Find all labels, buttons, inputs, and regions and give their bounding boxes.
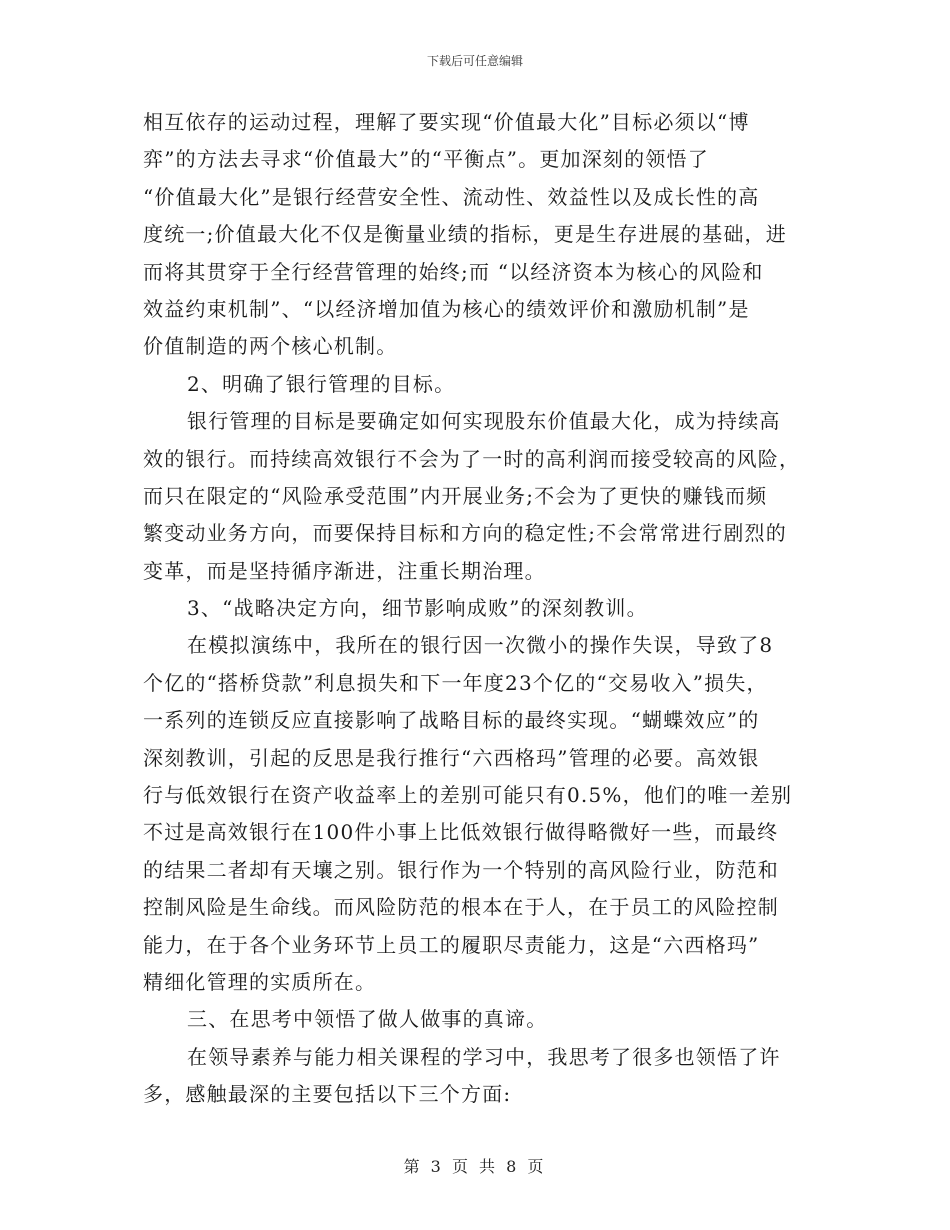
- body-line: 个亿的“搭桥贷款”利息损失和下一年度23个亿的“交易收入”损失，: [143, 670, 768, 695]
- body-line: 效益约束机制”、“以经济增加值为核心的绩效评价和激励机制”是: [143, 296, 750, 321]
- body-line: 多，感触最深的主要包括以下三个方面:: [143, 1082, 512, 1107]
- body-line: 而将其贯穿于全行经营管理的始终;而 “以经济资本为核心的风险和: [143, 259, 764, 284]
- section-heading: 2、明确了银行管理的目标。: [187, 371, 456, 396]
- body-line: 弈”的方法去寻求“价值最大”的“平衡点”。更加深刻的领悟了: [143, 147, 709, 172]
- body-line: 繁变动业务方向，而要保持目标和方向的稳定性;不会常常进行剧烈的: [143, 521, 787, 546]
- page-header: 下载后可任意编辑: [426, 54, 523, 68]
- body-line: 价值制造的两个核心机制。: [143, 334, 398, 359]
- body-line: “价值最大化”是银行经营安全性、流动性、效益性以及成长性的高: [143, 184, 760, 209]
- body-line: 不过是高效银行在100件小事上比低效银行做得略微好一些，而最终: [143, 820, 779, 845]
- body-line: 相互依存的运动过程，理解了要实现“价值最大化”目标必须以“博: [143, 110, 750, 134]
- body-line: 效的银行。而持续高效银行不会为了一时的高利润而接受较高的风险，: [143, 446, 801, 471]
- body-line: 控制风险是生命线。而风险防范的根本在于人，在于员工的风险控制: [143, 895, 779, 920]
- body-line: 行与低效银行在资产收益率上的差别可能只有0.5%，他们的唯一差别: [143, 783, 793, 808]
- body-line: 的结果二者却有天壤之别。银行作为一个特别的高风险行业，防范和: [143, 857, 779, 882]
- body-line: 而只在限定的“风险承受范围”内开展业务;不会为了更快的赚钱而频: [143, 483, 768, 508]
- section-heading: 三、在思考中领悟了做人做事的真谛。: [187, 1007, 548, 1032]
- body-line: 一系列的连锁反应直接影响了战略目标的最终实现。“蝴蝶效应”的: [143, 708, 760, 733]
- body-line: 深刻教训，引起的反思是我行推行“六西格玛”管理的必要。高效银: [143, 745, 760, 770]
- body-line: 在模拟演练中，我所在的银行因一次微小的操作失误，导致了8: [187, 633, 774, 658]
- body-line: 能力，在于各个业务环节上员工的履职尽责能力，这是“六西格玛”: [143, 932, 760, 957]
- body-line: 在领导素养与能力相关课程的学习中，我思考了很多也领悟了许: [187, 1044, 781, 1069]
- body-line: 变革，而是坚持循序渐进，注重长期治理。: [143, 558, 546, 583]
- body-line: 银行管理的目标是要确定如何实现股东价值最大化，成为持续高: [187, 409, 781, 434]
- body-line: 精细化管理的实质所在。: [143, 969, 377, 994]
- body-line: 度统一;价值最大化不仅是衡量业绩的指标，更是生存进展的基础，进: [143, 222, 787, 247]
- document-body: [143, 104, 808, 1114]
- page-footer: 第 3 页 共 8 页: [403, 1157, 547, 1176]
- section-heading: 3、“战略决定方向，细节影响成败”的深刻教训。: [187, 596, 648, 621]
